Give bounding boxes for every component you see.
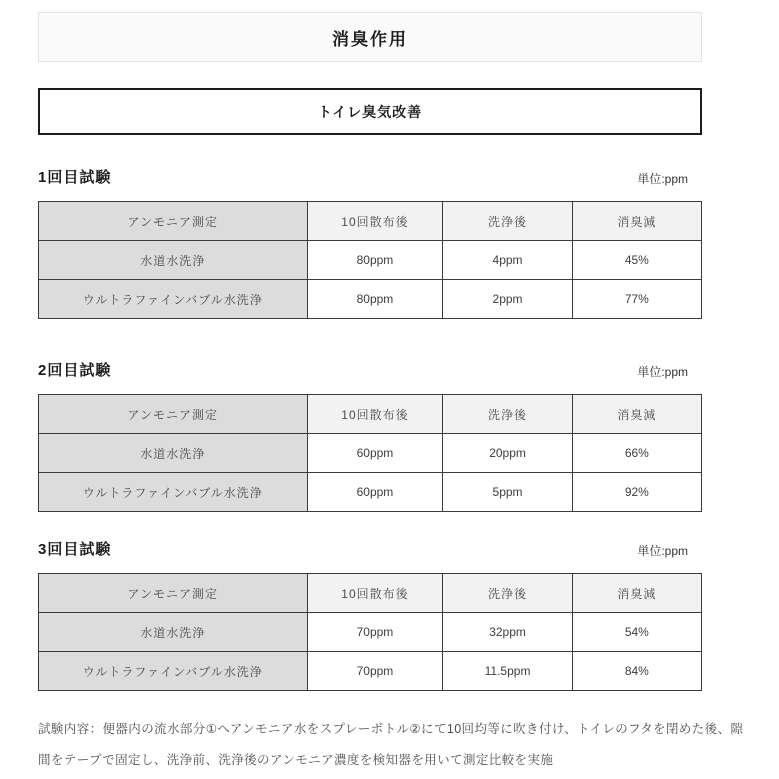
- table-1-col-header-after-wash: 洗浄後: [443, 202, 572, 241]
- table-3-col-header-reduction: 消臭減: [572, 574, 701, 613]
- result-table-1: [38, 201, 702, 319]
- test-section-1: [38, 166, 702, 319]
- cell-after-wash: 5ppm: [443, 473, 572, 512]
- cell-after-spray: 80ppm: [307, 241, 443, 280]
- table-3-col-header-after-spray: 10回散布後: [307, 574, 443, 613]
- table-2-col-header-reduction: 消臭減: [572, 395, 701, 434]
- row-label: ウルトラファインバブル水洗浄: [39, 652, 308, 691]
- cell-after-wash: 32ppm: [443, 613, 572, 652]
- table-3-col-header-measure: アンモニア測定: [39, 574, 308, 613]
- cell-after-spray: 70ppm: [307, 613, 443, 652]
- row-label: ウルトラファインバブル水洗浄: [39, 473, 308, 512]
- table-row: [39, 652, 702, 691]
- page-subtitle: トイレ臭気改善: [317, 103, 423, 120]
- table-3-header-row: [39, 574, 702, 613]
- title-banner: [38, 12, 702, 62]
- table-1-col-header-after-spray: 10回散布後: [307, 202, 443, 241]
- section-1-heading: 1回目試験: [38, 169, 112, 186]
- result-table-2: [38, 394, 702, 512]
- row-label: ウルトラファインバブル水洗浄: [39, 280, 308, 319]
- test-description-note: 試験内容：便器内の流水部分①へアンモニア水をスプレーボトル②にて10回均等に吹き付け、トイレのフタを閉めた後、隙間をテープで固定し、洗浄前、洗浄後のアンモニア濃度を検知器を用いて測定比較を実施: [38, 722, 744, 767]
- table-2-col-header-after-wash: 洗浄後: [443, 395, 572, 434]
- table-1-col-header-measure: アンモニア測定: [39, 202, 308, 241]
- page-content: [38, 0, 702, 691]
- page-title: 消臭作用: [332, 29, 408, 49]
- table-2-header-row: [39, 395, 702, 434]
- cell-after-wash: 4ppm: [443, 241, 572, 280]
- test-section-3: [38, 538, 702, 691]
- section-2-unit-label: 単位:ppm: [637, 365, 688, 379]
- section-1-header-row: [38, 166, 702, 187]
- cell-reduction: 92%: [572, 473, 701, 512]
- table-row: [39, 473, 702, 512]
- cell-reduction: 54%: [572, 613, 701, 652]
- table-1-header-row: [39, 202, 702, 241]
- table-2-col-header-after-spray: 10回散布後: [307, 395, 443, 434]
- section-2-header-row: [38, 359, 702, 380]
- test-section-2: [38, 359, 702, 512]
- table-row: [39, 241, 702, 280]
- cell-after-spray: 70ppm: [307, 652, 443, 691]
- cell-after-wash: 20ppm: [443, 434, 572, 473]
- cell-after-wash: 2ppm: [443, 280, 572, 319]
- section-3-unit-label: 単位:ppm: [637, 544, 688, 558]
- row-label: 水道水洗浄: [39, 613, 308, 652]
- cell-reduction: 45%: [572, 241, 701, 280]
- table-1-col-header-reduction: 消臭減: [572, 202, 701, 241]
- row-label: 水道水洗浄: [39, 241, 308, 280]
- section-1-unit-label: 単位:ppm: [637, 172, 688, 186]
- row-label: 水道水洗浄: [39, 434, 308, 473]
- table-row: [39, 434, 702, 473]
- table-2-col-header-measure: アンモニア測定: [39, 395, 308, 434]
- section-3-header-row: [38, 538, 702, 559]
- subtitle-banner: [38, 88, 702, 135]
- section-3-heading: 3回目試験: [38, 541, 112, 558]
- cell-after-spray: 80ppm: [307, 280, 443, 319]
- cell-reduction: 84%: [572, 652, 701, 691]
- table-3-col-header-after-wash: 洗浄後: [443, 574, 572, 613]
- result-table-3: [38, 573, 702, 691]
- table-row: [39, 280, 702, 319]
- cell-after-spray: 60ppm: [307, 434, 443, 473]
- cell-after-wash: 11.5ppm: [443, 652, 572, 691]
- cell-reduction: 66%: [572, 434, 701, 473]
- section-2-heading: 2回目試験: [38, 362, 112, 379]
- table-row: [39, 613, 702, 652]
- cell-reduction: 77%: [572, 280, 701, 319]
- cell-after-spray: 60ppm: [307, 473, 443, 512]
